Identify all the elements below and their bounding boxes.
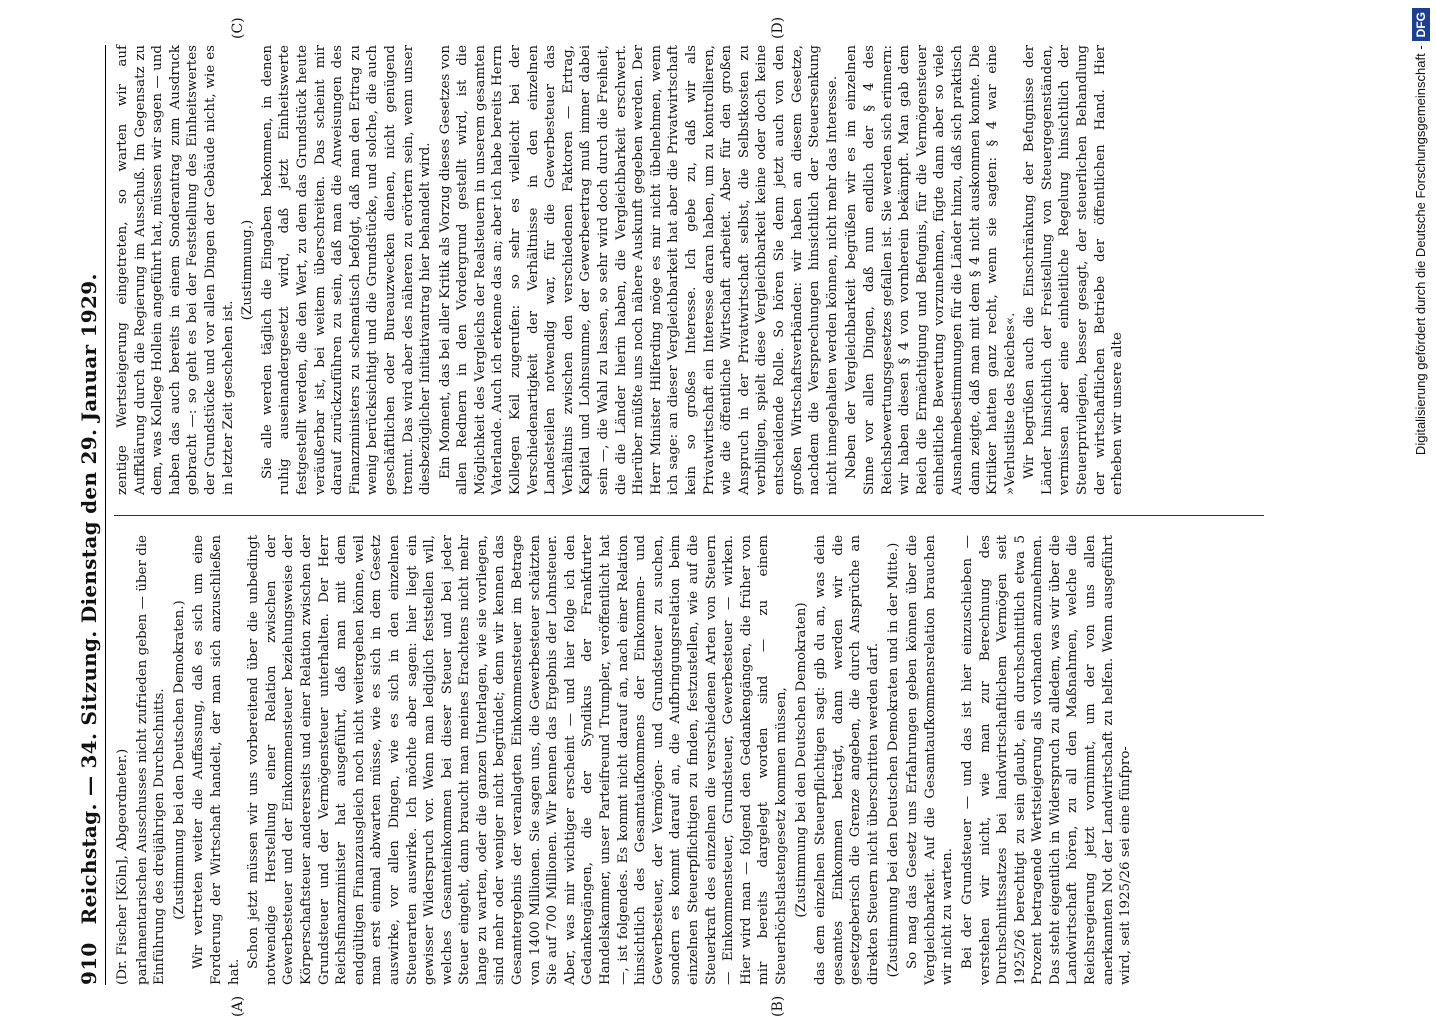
paragraph: das dem einzelnen Steuerpflichtigen sagt: gib du an, was dein gesamtes Einkommen beträgt, dann werden wir die gesetzgeberisch die Grenze angeben, die durch Ansprüche an direkten Steuern nicht überschritten werden darf. <box>813 535 881 985</box>
funding-credit <box>1398 0 1434 1000</box>
interjection: (Zustimmung bei den Deutschen Demokraten und in der Mitte.) <box>885 542 901 978</box>
left-column <box>114 535 1137 985</box>
paragraph: Schon jetzt müssen wir uns vorbereitend über die unbedingt notwendige Herstellung einer Relation zwischen der Gewerbesteuer und der Einkommensteuer beziehungsweise der Körperschaftsteuer andererseits und einer Relation zwischen der Grundsteuer und der Vermögensteuer unterhalten. Der Herr Reichsfinanzminister hat ausgeführt, daß man mit dem endgültigen Finanzausgleich noch nicht weitergehen könne, weil man erst einmal abwarten müsse, wie es sich in dem Gesetz auswirke, vor allen Dingen, wie es sich in den einzelnen Steuerarten auswirke. Ich möchte aber sagen: hier liegt ein gewisser Widerspruch vor. Wenn man lediglich feststellen will, welches Gesamteinkommen bei dieser Steuer und bei jeder Steuer eingeht, dann braucht man meines Erachtens nicht mehr lange zu warten, oder die ganzen Unterlagen, wie sie vorliegen, sind mehr oder weniger nicht begründet; denn wir kennen das Gesamtergebnis der veranlagten Einkommensteuer im Betrage von 1400 Millionen. Sie sagen uns, die Gewerbesteuer schätzten Sie auf 700 Millionen. Wir kennen das Ergebnis der Lohnsteuer. Aber, was mir wichtiger erscheint — und hier folge ich den Gedankengängen, die der Syndikus der Frankfurter Handelskammer, unser Parteifreund Trumpler, veröffentlicht hat —, ist folgendes. Es kommt nicht darauf an, nach einer Relation hinsichtlich des Gesamtaufkommens der Einkommen- und Gewerbesteuer, der Vermögen- und Grundsteuer zu suchen, sondern es kommt darauf an, die Aufbringungsrelation beim einzelnen Steuerpflichtigen zu finden, festzustellen, wie auf die Steuerkraft des einzelnen die verschiedenen Arten von Steuern — Einkommensteuer, Grundsteuer, Gewerbesteuer — wirken. Hier wird man — folgend den Gedankengängen, die früher von mir bereits dargelegt worden sind — zu einem Steuerhöchstlastengesetz kommen müssen, <box>246 535 789 985</box>
rotated-page <box>70 16 1280 1017</box>
page-title: Reichstag. — 34. Sitzung. Dienstag den 29. Januar 1929. <box>77 273 101 925</box>
dfg-logo: DFG <box>1412 8 1430 41</box>
paragraph: Bei der Grundsteuer — und das ist hier einzuschieben — verstehen wir nicht, wie man zur Berechnung des Durchschnittssatzes bei landwirtschaftlichem Vermögen seit 1925/26 berechtigt zu sein glaubt, ein durchschnittlich etwa 5 Prozent betragende Wertsteigerung als vorhanden anzunehmen. Das steht eigentlich in Widerspruch zu alledem, was wir über die Landwirtschaft hören, zu all den Maßnahmen, welche die Reichsregierung jetzt vornimmt, um der von uns allen anerkannten Not der Landwirtschaft zu helfen. Wenn ausgeführt wird, seit 1925/26 sei eine fünfpro- <box>959 535 1134 985</box>
paragraph: Sie alle werden täglich die Eingaben bekommen, in denen ruhig auseinandergesetzt wird, daß jetzt Einheitswerte festgestellt werden, die den Wert, zu dem das Grundstück heute veräußerbar ist, bei weitem überschreiten. Das scheint mir darauf zurückzuführen zu sein, daß man die Anweisungen des Finanzministers zu schematisch befolgt, daß man den Ertrag zu wenig berücksichtigt und die Grundstücke, und solche, die auch geschäftlichen oder Bureauzwecken dienen, nicht genügend trennt. Das wird aber des näheren zu erörtern sein, wenn unser diesbezüglicher Initiativantrag hier behandelt wird. <box>259 45 434 495</box>
interjection: (Zustimmung.) <box>240 219 256 321</box>
speaker-line: (Dr. Fischer [Köln], Abgeordneter.) <box>115 748 130 985</box>
interjection: (Zustimmung bei den Deutschen Demokraten.) <box>171 600 187 920</box>
page-header <box>70 45 106 985</box>
margin-marker-a: (A) <box>230 995 246 1017</box>
paragraph: Wir begrüßen auch die Einschränkung der Befugnisse der Länder hinsichtlich der Freistellung von Steuergegenständen, vermissen aber eine einheitliche Regelung hinsichtlich der Steuerprivilegien, besser gesagt, der steuerlichen Behandlung der wirtschaftlichen Betriebe der öffentlichen Hand. Hier erheben wir unsere alte <box>1022 45 1126 495</box>
page-number: 910 <box>77 942 101 985</box>
margin-marker-b: (B) <box>770 995 786 1017</box>
right-column <box>114 45 1129 495</box>
margin-marker-c: (C) <box>230 17 246 39</box>
interjection: (Zustimmung bei den Deutschen Demokraten) <box>793 602 809 918</box>
credit-text: Digitalisierung gefördert durch die Deutsche Forschungsgemeinschaft - <box>1413 45 1428 456</box>
paragraph: Wir vertreten weiter die Auffassung, daß es sich um eine Forderung der Wirtschaft handelt, der man sich anzuschließen hat. <box>191 535 242 985</box>
column-divider <box>114 515 1264 516</box>
scanned-page-area <box>70 0 1134 1017</box>
paragraph: Neben der Vergleichbarkeit begrüßen wir es im einzelnen Sinne vor allen Dingen, daß nun endlich der § 4 des Reichsbewertungsgesetzes gefallen ist. Sie werden sich erinnern: wir haben diesen § 4 von vornherein bekämpft. Man gab dem Reich die Ermächtigung und Befugnis, für die Vermögensteuer einheitliche Bewertung vorzunehmen, fügte dann aber so viele Ausnahmebestimmungen für die Länder hinzu, daß sich praktisch dann zeigte, daß man mit dem § 4 nicht auskommen konnte. Die Kritiker hatten ganz recht, wenn sie sagten: § 4 war eine »Verlustliste des Reiches«. <box>844 45 1018 495</box>
paragraph: So mag das Gesetz uns Erfahrungen geben können über die Vergleichbarkeit. Auf die Gesamtaufkommensrelation brauchen wir nicht zu warten. <box>905 535 956 985</box>
margin-marker-d: (D) <box>770 16 786 39</box>
paragraph: zentige Wertsteigerung eingetreten, so warten wir auf Auffklärung durch die Regierung im Ausschuß. Im Gegensatz zu dem, was Kollege Hollein angeführt hat, müssen wir sagen — und haben das auch bereits in einem Sonderantrag zum Ausdruck gebracht —: so geht es bei der Feststellung des Einheitswertes der Grundstücke und vor allen Dingen der Gebäude nicht, wie es in letzter Zeit geschehen ist. <box>115 45 236 495</box>
paragraph: parlamentarischen Ausschusses nicht zufrieden geben — über die Einführung des dreijährigen Durchschnitts. <box>134 535 168 985</box>
paragraph: Ein Moment, das bei aller Kritik als Vorzug dieses Gesetzes von allen Rednern in den Vordergrund gestellt wird, ist die Möglichkeit des Vergleichs der Realsteuern in unserem gesamten Vaterlande. Auch ich erkenne das an; aber ich habe bereits Herrn Kollegen Keil zugerufen: so sehr es vielleicht bei der Verschiedenartigkeit der Verhältnisse in den einzelnen Landesteilen notwendig war, für die Gewerbesteuer das Verhältnis zwischen den verschiedenen Faktoren — Ertrag, Kapital und Lohnsumme, der Gewerbeertrag muß immer dabei sein —, die Wahl zu lassen, so sehr wird doch durch die Freiheit, die die Länder hierin haben, die Vergleichbarkeit erschwert. Hierüber müßte uns noch nähere Auskunft gegeben werden. Der Herr Minister Hilferding möge es mir nicht übelnehmen, wenn ich sage: an dieser Vergleichbarkeit hat aber die Privatwirtschaft kein so großes Interesse. Ich gebe zu, daß wir als Privatwirtschaft ein Interesse daran haben, um zu kontrollieren, wie die öffentliche Wirtschaft arbeitet. Aber für den großen Anspruch in der Privatwirtschaft selbst, die Selbstkosten zu verbilligen, spielt diese Vergleichbarkeit keine oder doch keine entscheidende Rolle. So hören Sie denn jetzt auch von den großen Wirtschaftsverbänden: wir haben an diesem Gesetze, nachdem die Versprechungen hinsichtlich der Steuersenkung nicht innegehalten werden können, nicht mehr das Interesse. <box>437 45 840 495</box>
